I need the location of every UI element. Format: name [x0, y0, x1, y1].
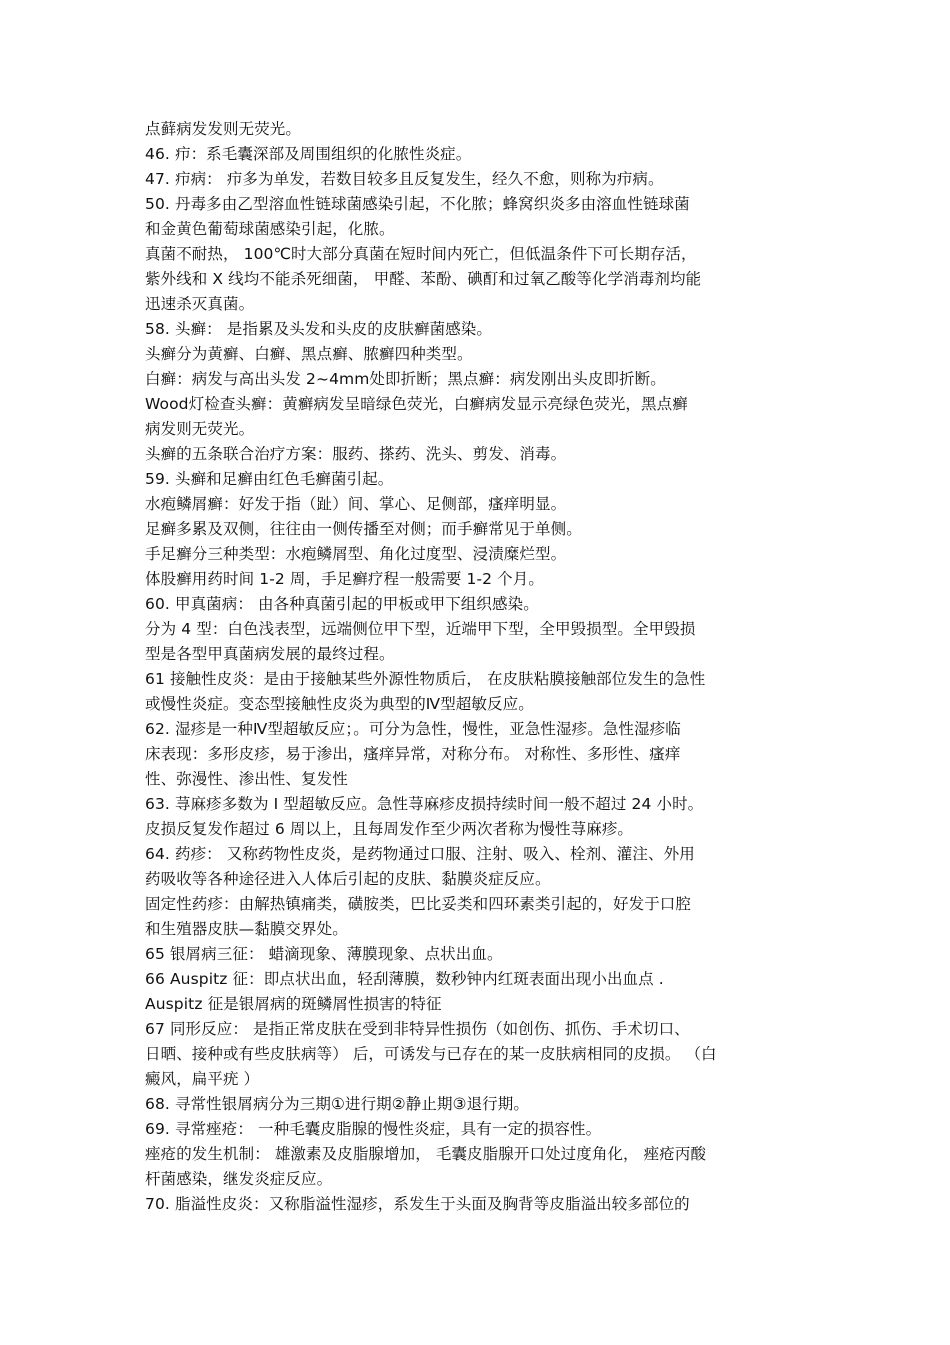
- text-line: 病发则无荧光。: [145, 420, 255, 438]
- text-line: 46. 疖：系毛囊深部及周围组织的化脓性炎症。: [145, 145, 472, 163]
- text-line: Wood灯检查头癣：黄癣病发呈暗绿色荧光，白癣病发显示亮绿色荧光，黑点癣: [145, 395, 688, 413]
- text-line: 或慢性炎症。变态型接触性皮炎为典型的Ⅳ型超敏反应。: [145, 695, 534, 713]
- text-line: 药吸收等各种途径进入人体后引起的皮肤、黏膜炎症反应。: [145, 870, 551, 888]
- text-line: 64. 药疹： 又称药物性皮炎，是药物通过口服、注射、吸入、栓剂、灌注、外用: [145, 845, 695, 863]
- text-line: 杆菌感染，继发炎症反应。: [145, 1170, 333, 1188]
- text-line: 65 银屑病三征： 蜡滴现象、薄膜现象、点状出血。: [145, 945, 503, 963]
- text-line: 痤疮的发生机制： 雄激素及皮脂腺增加， 毛囊皮脂腺开口处过度角化， 痤疮丙酸: [145, 1145, 707, 1163]
- text-line: 70. 脂溢性皮炎：又称脂溢性湿疹，系发生于头面及胸背等皮脂溢出较多部位的: [145, 1195, 690, 1213]
- text-line: 固定性药疹：由解热镇痛类，磺胺类，巴比妥类和四环素类引起的，好发于口腔: [145, 895, 692, 913]
- text-line: 67 同形反应： 是指正常皮肤在受到非特异性损伤（如创伤、抓伤、手术切口、: [145, 1020, 690, 1038]
- text-line: 体股癣用药时间 1-2 周，手足癣疗程一般需要 1-2 个月。: [145, 570, 544, 588]
- text-line: 头癣分为黄癣、白癣、黑点癣、脓癣四种类型。: [145, 345, 473, 363]
- text-line: 日晒、接种或有些皮肤病等） 后，可诱发与已存在的某一皮肤病相同的皮损。 （白: [145, 1045, 717, 1063]
- text-line: 50. 丹毒多由乙型溶血性链球菌感染引起，不化脓；蜂窝织炎多由溶血性链球菌: [145, 195, 690, 213]
- text-line: 68. 寻常性银屑病分为三期①进行期②静止期③退行期。: [145, 1095, 529, 1113]
- text-line: 62. 湿疹是一种Ⅳ型超敏反应；。可分为急性，慢性，亚急性湿疹。急性湿疹临: [145, 720, 681, 738]
- text-line: 手足癣分三种类型：水疱鳞屑型、角化过度型、浸渍糜烂型。: [145, 545, 567, 563]
- text-line: 和金黄色葡萄球菌感染引起，化脓。: [145, 220, 395, 238]
- text-line: 66 Auspitz 征：即点状出血，轻刮薄膜，数秒钟内红斑表面出现小出血点 .: [145, 970, 664, 988]
- text-line: 紫外线和 X 线均不能杀死细菌， 甲醛、苯酚、碘酊和过氧乙酸等化学消毒剂均能: [145, 270, 702, 288]
- text-line: 足癣多累及双侧，往往由一侧传播至对侧；而手癣常见于单侧。: [145, 520, 582, 538]
- text-line: 58. 头癣： 是指累及头发和头皮的皮肤癣菌感染。: [145, 320, 493, 338]
- text-line: 皮损反复发作超过 6 周以上，且每周发作至少两次者称为慢性荨麻疹。: [145, 820, 634, 838]
- text-line: Auspitz 征是银屑病的斑鳞屑性损害的特征: [145, 995, 442, 1013]
- text-line: 点藓病发发则无荧光。: [145, 120, 302, 138]
- text-line: 床表现：多形皮疹，易于渗出，瘙痒异常，对称分布。 对称性、多形性、瘙痒: [145, 745, 681, 763]
- text-line: 47. 疖病： 疖多为单发，若数目较多且反复发生，经久不愈，则称为疖病。: [145, 170, 664, 188]
- text-line: 和生殖器皮肤—黏膜交界处。: [145, 920, 348, 938]
- text-line: 69. 寻常痤疮： 一种毛囊皮脂腺的慢性炎症，具有一定的损容性。: [145, 1120, 602, 1138]
- text-line: 头癣的五条联合治疗方案：服药、搽药、洗头、剪发、消毒。: [145, 445, 567, 463]
- text-line: 型是各型甲真菌病发展的最终过程。: [145, 645, 395, 663]
- text-line: 59. 头癣和足癣由红色毛癣菌引起。: [145, 470, 394, 488]
- text-line: 60. 甲真菌病： 由各种真菌引起的甲板或甲下组织感染。: [145, 595, 539, 613]
- text-line: 63. 荨麻疹多数为 I 型超敏反应。急性荨麻疹皮损持续时间一般不超过 24 小时。: [145, 795, 704, 813]
- text-line: 癜风，扁平疣 ）: [145, 1070, 260, 1088]
- text-line: 真菌不耐热， 100℃时大部分真菌在短时间内死亡，但低温条件下可长期存活，: [145, 245, 697, 263]
- text-line: 性、弥漫性、渗出性、复发性: [145, 770, 348, 788]
- text-line: 迅速杀灭真菌。: [145, 295, 255, 313]
- text-line: 白癣：病发与高出头发 2~4mm处即折断；黑点癣：病发刚出头皮即折断。: [145, 370, 666, 388]
- text-line: 61 接触性皮炎：是由于接触某些外源性物质后， 在皮肤粘膜接触部位发生的急性: [145, 670, 706, 688]
- text-line: 分为 4 型：白色浅表型，远端侧位甲下型，近端甲下型，全甲毁损型。全甲毁损: [145, 620, 696, 638]
- text-line: 水疱鳞屑癣：好发于指（趾）间、掌心、足侧部，瘙痒明显。: [145, 495, 567, 513]
